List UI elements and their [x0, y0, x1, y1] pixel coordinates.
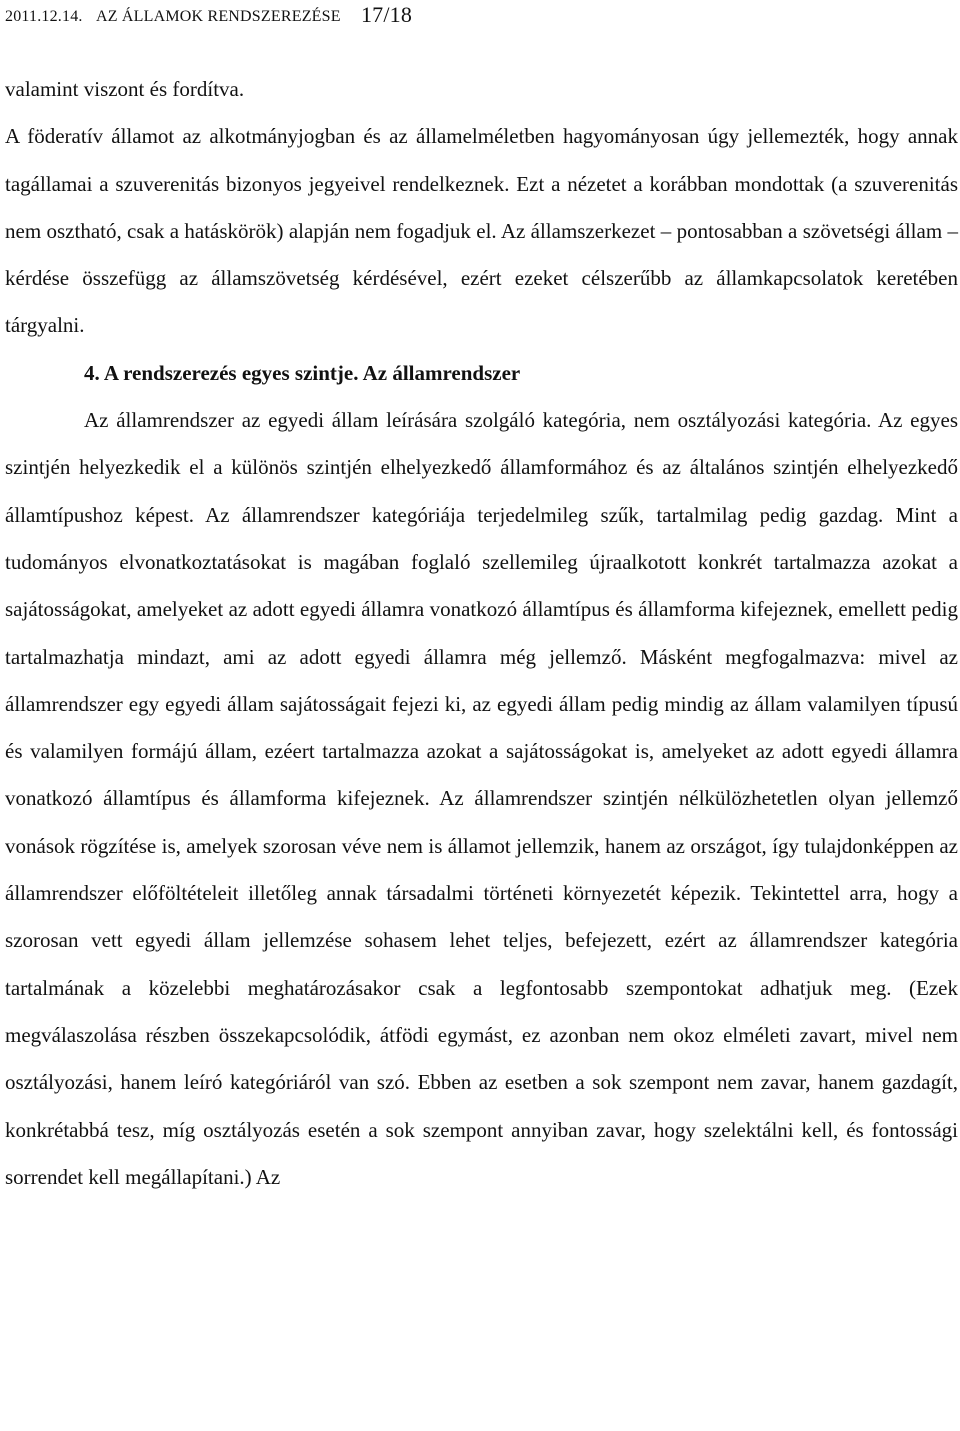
- header-date: 2011.12.14.: [5, 8, 83, 25]
- paragraph-state-system: Az államrendszer az egyedi állam leírására szolgáló kategória, nem osztályozási kategória. Az egyes szintjén helyezkedik el a különös szintjén elhelyezkedő államformához és az általános szintjén elhelyezkedő államtípushoz képest. Az államrendszer kategóriája terjedelmileg szűk, tartalmilag pedig gazdag. Mint a tudományos elvonatkoztatásokat is magában foglaló szellemileg újraalkotott konkrét tartalmazza azokat a sajátosságokat, amelyeket az adott egyedi államra vonatkozó államtípus és államforma kifejeznek, emellett pedig tartalmazhatja mindazt, ami az adott egyedi államra még jellemző. Másként megfogalmazva: mivel az államrendszer egy egyedi állam sajátosságait fejezi ki, az egyedi állam pedig mindig az állam valamilyen típusú és valamilyen formájú állam, ezéert tartalmazza azokat a sajátosságokat is, amelyeket az adott egyedi államra vonatkozó államtípus és államforma kifejeznek. Az államrendszer szintjén nélkülözhetetlen olyan jellemző vonások rögzítése is, amelyek szorosan véve nem is államot jellemzik, hanem az országot, így tulajdonképpen az államrendszer előföltételeit illetőleg annak társadalmi történeti környezetét képezik. Tekintettel arra, hogy a szorosan vett egyedi állam jellemzése sohasem lehet teljes, befejezett, ezért az államrendszer kategória tartalmának a közelebbi meghatározásakor csak a legfontosabb szempontokat adhatjuk meg. (Ezek megválaszolása részben összekapcsolódik, átfödi egymást, ez azonban nem okoz elméleti zavart, mivel nem osztályozási, hanem leíró kategóriáról van szó. Ebben az esetben a sok szempont nem zavar, hanem gazdagít, konkrétabbá tesz, míg osztályozás esetén a sok szempont annyiban zavar, hogy szelektálni kell, és fontossági sorrendet kell megállapítani.) Az: [5, 408, 958, 1189]
- page-number: 17/18: [360, 2, 413, 27]
- running-header: [5, 0, 412, 30]
- section-heading: 4. A rendszerezés egyes szintje. Az államrendszer: [84, 360, 521, 385]
- paragraph-federal-state: A föderatív államot az alkotmányjogban és az államelméletben hagyományosan úgy jellemezték, hogy annak tagállamai a szuverenitás bizonyos jegyeivel rendelkeznek. Ezt a nézetet a korábban mondottak (a szuverenitás nem osztható, csak a hatáskörök) alapján nem fogadjuk el. Az államszerkezet – pontosabban a szövetségi állam – kérdése összefügg az államszövetség kérdésével, ezért ezeket célszerűbb az államkapcsolatok keretében tárgyalni.: [5, 124, 958, 338]
- document-body: [5, 66, 958, 1201]
- header-title: AZ ÁLLAMOK RENDSZEREZÉSE: [95, 8, 341, 25]
- intro-line: valamint viszont és fordítva.: [5, 77, 245, 101]
